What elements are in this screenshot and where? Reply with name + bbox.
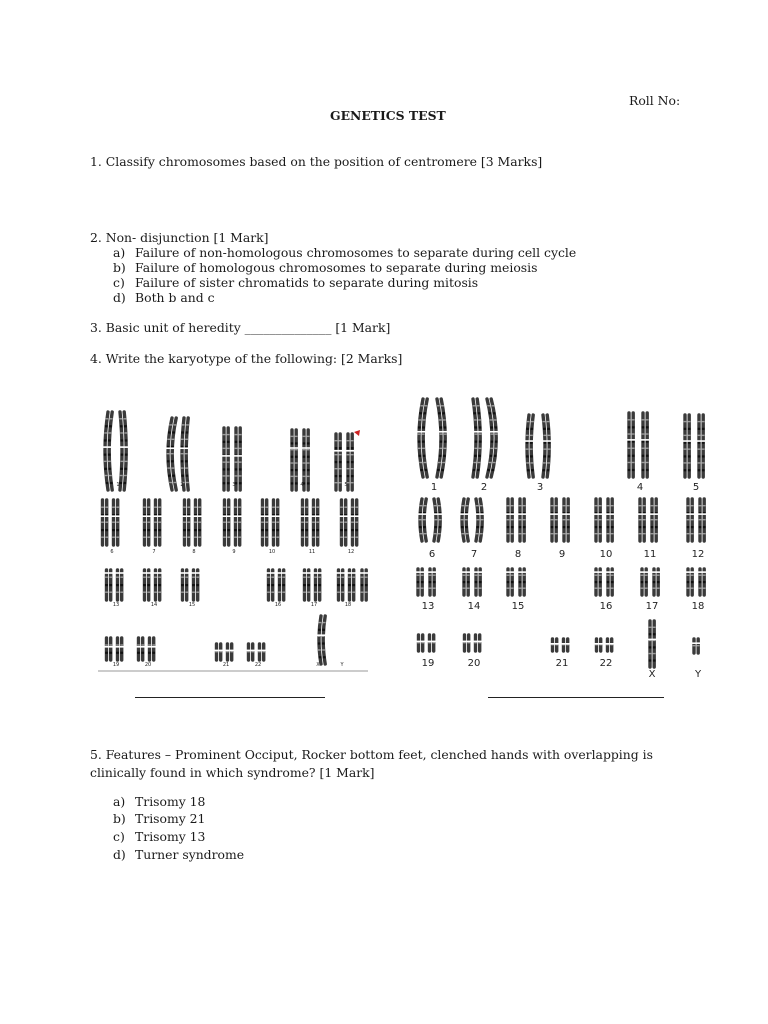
chromosome-number-label: X bbox=[648, 669, 656, 680]
chromosome-pair-left-11 bbox=[300, 500, 320, 545]
chromosome-pair-left-4 bbox=[290, 430, 311, 490]
chromosome-number-label: 21 bbox=[555, 658, 569, 669]
option-text: Failure of homologous chromosomes to separate during meiosis bbox=[135, 260, 538, 275]
chromosome-pair-left-1 bbox=[103, 412, 129, 490]
chromosome-number-label: 4 bbox=[636, 482, 644, 493]
chromosome-pair-left-10 bbox=[260, 500, 280, 545]
chromosome-pair-right-15 bbox=[506, 569, 527, 595]
chromosome-pair-left-18 bbox=[336, 570, 368, 600]
chromosome-pair-right-3 bbox=[525, 415, 551, 477]
chromosome-number-label: 20 bbox=[144, 662, 152, 668]
chromosome-number-label: 18 bbox=[344, 602, 352, 608]
option-text: Failure of sister chromatids to separate during mitosis bbox=[135, 275, 479, 290]
chromosome-number-label: 12 bbox=[691, 549, 705, 560]
chromosome-pair-left-15 bbox=[180, 570, 200, 600]
chromosome-number-label: 2 bbox=[180, 482, 184, 488]
chromosome-number-label: 8 bbox=[514, 549, 522, 560]
chromosome-number-label: 1 bbox=[430, 482, 438, 493]
chromosome-number-label: 13 bbox=[421, 601, 435, 612]
chromosome-pair-right-7 bbox=[460, 499, 484, 541]
chromosome-right-Y bbox=[692, 639, 701, 653]
chromosome-pair-left-13 bbox=[104, 570, 124, 600]
chromosome-number-label: 19 bbox=[112, 662, 120, 668]
chromosome-pair-left-7 bbox=[142, 500, 162, 545]
option-letter: c) bbox=[113, 829, 125, 844]
chromosome-number-label: Y bbox=[340, 662, 344, 668]
chromosome-number-label: 11 bbox=[308, 549, 316, 555]
chromosome-pair-right-6 bbox=[418, 499, 442, 541]
chromosome-number-label: 3 bbox=[536, 482, 544, 493]
chromosome-pair-right-20 bbox=[462, 635, 482, 651]
chromosome-pair-left-21 bbox=[214, 644, 234, 660]
chromosome-number-label: 7 bbox=[152, 549, 156, 555]
chromosome-pair-right-14 bbox=[462, 569, 483, 595]
chromosome-number-label: 6 bbox=[428, 549, 436, 560]
chromosome-number-label: 22 bbox=[254, 662, 262, 668]
chromosome-pair-left-16 bbox=[266, 570, 286, 600]
chromosome-pair-left-6 bbox=[100, 500, 120, 545]
chromosome-number-label: 1 bbox=[116, 482, 120, 488]
chromosome-number-label: 18 bbox=[691, 601, 705, 612]
question-2-option-c bbox=[113, 275, 478, 290]
chromosome-number-label: 4 bbox=[300, 482, 304, 488]
chromosome-number-label: 12 bbox=[347, 549, 355, 555]
chromosome-number-label: 5 bbox=[692, 482, 700, 493]
chromosome-pair-right-11 bbox=[638, 499, 659, 541]
chromosome-number-label: 14 bbox=[150, 602, 158, 608]
chromosome-number-label: 5 bbox=[344, 482, 348, 488]
option-letter: a) bbox=[113, 794, 126, 809]
karyotype-image-left bbox=[96, 390, 370, 680]
question-2-option-d bbox=[113, 290, 215, 305]
roll-number-label: Roll No: bbox=[629, 93, 681, 108]
chromosome-pair-left-22 bbox=[246, 644, 266, 660]
chromosome-pair-right-13 bbox=[416, 569, 437, 595]
question-5-option-d bbox=[113, 847, 244, 862]
chromosome-pair-left-8 bbox=[182, 500, 202, 545]
chromosome-number-label: Y bbox=[694, 669, 702, 680]
chromosome-number-label: X bbox=[316, 662, 320, 668]
chromosome-number-label: 3 bbox=[232, 482, 236, 488]
chromosome-pair-left-12 bbox=[339, 500, 359, 545]
red-arrow-marker bbox=[354, 430, 360, 436]
chromosome-number-label: 2 bbox=[480, 482, 488, 493]
question-5-option-b bbox=[113, 811, 205, 826]
chromosome-number-label: 22 bbox=[599, 658, 613, 669]
chromosome-pair-right-21 bbox=[550, 639, 570, 651]
chromosome-pair-right-18 bbox=[686, 569, 707, 595]
chromosome-number-label: 17 bbox=[645, 601, 659, 612]
page-title: GENETICS TEST bbox=[330, 108, 446, 123]
option-text: Trisomy 18 bbox=[135, 794, 206, 809]
question-1: 1. Classify chromosomes based on the position of centromere [3 Marks] bbox=[90, 154, 543, 169]
chromosome-pair-right-8 bbox=[506, 499, 527, 541]
chromosome-number-label: 20 bbox=[467, 658, 481, 669]
question-2: 2. Non- disjunction [1 Mark] bbox=[90, 230, 269, 245]
chromosome-number-label: 16 bbox=[599, 601, 613, 612]
question-4: 4. Write the karyotype of the following: [2 Marks] bbox=[90, 351, 403, 366]
chromosome-pair-right-1 bbox=[417, 399, 447, 477]
question-5-line-2: clinically found in which syndrome? [1 Mark] bbox=[90, 765, 375, 780]
chromosome-pair-right-10 bbox=[594, 499, 615, 541]
option-letter: c) bbox=[113, 275, 125, 290]
option-text: Turner syndrome bbox=[135, 847, 245, 862]
option-text: Failure of non-homologous chromosomes to separate during cell cycle bbox=[135, 245, 577, 260]
chromosome-number-label: 8 bbox=[192, 549, 196, 555]
chromosome-number-label: 9 bbox=[232, 549, 236, 555]
chromosome-pair-left-17 bbox=[302, 570, 322, 600]
chromosome-pair-right-22 bbox=[594, 639, 614, 651]
chromosome-pair-left-20 bbox=[136, 638, 156, 660]
option-text: Both b and c bbox=[135, 290, 215, 305]
option-letter: b) bbox=[113, 260, 126, 275]
chromosome-pair-right-12 bbox=[686, 499, 707, 541]
chromosome-pair-left-9 bbox=[222, 500, 242, 545]
chromosome-number-label: 16 bbox=[274, 602, 282, 608]
chromosome-number-label: 15 bbox=[188, 602, 196, 608]
option-letter: a) bbox=[113, 245, 126, 260]
question-5-option-c bbox=[113, 829, 205, 844]
chromosome-pair-right-5 bbox=[683, 415, 706, 477]
question-5-line-1: 5. Features – Prominent Occiput, Rocker bottom feet, clenched hands with overlapping is bbox=[90, 747, 653, 762]
chromosome-pair-right-9 bbox=[550, 499, 571, 541]
answer-blank-left[interactable] bbox=[135, 697, 325, 698]
chromosome-number-label: 11 bbox=[643, 549, 657, 560]
option-letter: d) bbox=[113, 290, 126, 305]
chromosome-pair-left-3 bbox=[222, 428, 243, 490]
chromosome-pair-right-16 bbox=[594, 569, 615, 595]
chromosome-pair-right-4 bbox=[627, 413, 650, 477]
answer-blank-right[interactable] bbox=[488, 697, 664, 698]
chromosome-number-label: 17 bbox=[310, 602, 318, 608]
question-5-option-a bbox=[113, 794, 205, 809]
chromosome-right-X bbox=[648, 621, 657, 667]
chromosome-pair-left-19 bbox=[104, 638, 124, 660]
chromosome-number-label: 19 bbox=[421, 658, 435, 669]
question-3: 3. Basic unit of heredity ______________ [1 Mark] bbox=[90, 320, 391, 335]
chromosome-pair-right-17 bbox=[640, 569, 661, 595]
chromosome-number-label: 10 bbox=[599, 549, 613, 560]
chromosome-number-label: 6 bbox=[110, 549, 114, 555]
chromosome-number-label: 7 bbox=[470, 549, 478, 560]
chromosome-number-label: 21 bbox=[222, 662, 230, 668]
chromosome-number-label: 13 bbox=[112, 602, 120, 608]
chromosome-number-label: 14 bbox=[467, 601, 481, 612]
option-text: Trisomy 21 bbox=[135, 811, 206, 826]
chromosome-number-label: 10 bbox=[268, 549, 276, 555]
option-letter: d) bbox=[113, 847, 126, 862]
chromosome-pair-right-19 bbox=[416, 635, 436, 651]
chromosome-pair-left-14 bbox=[142, 570, 162, 600]
karyotype-image-right bbox=[410, 395, 710, 685]
chromosome-number-label: 9 bbox=[558, 549, 566, 560]
option-text: Trisomy 13 bbox=[135, 829, 206, 844]
chromosome-pair-right-2 bbox=[473, 399, 499, 477]
chromosome-pair-left-2 bbox=[166, 418, 189, 490]
option-letter: b) bbox=[113, 811, 126, 826]
chromosome-number-label: 15 bbox=[511, 601, 525, 612]
chromosome-left-X bbox=[317, 616, 326, 664]
question-2-option-b bbox=[113, 260, 537, 275]
question-2-option-a bbox=[113, 245, 576, 260]
